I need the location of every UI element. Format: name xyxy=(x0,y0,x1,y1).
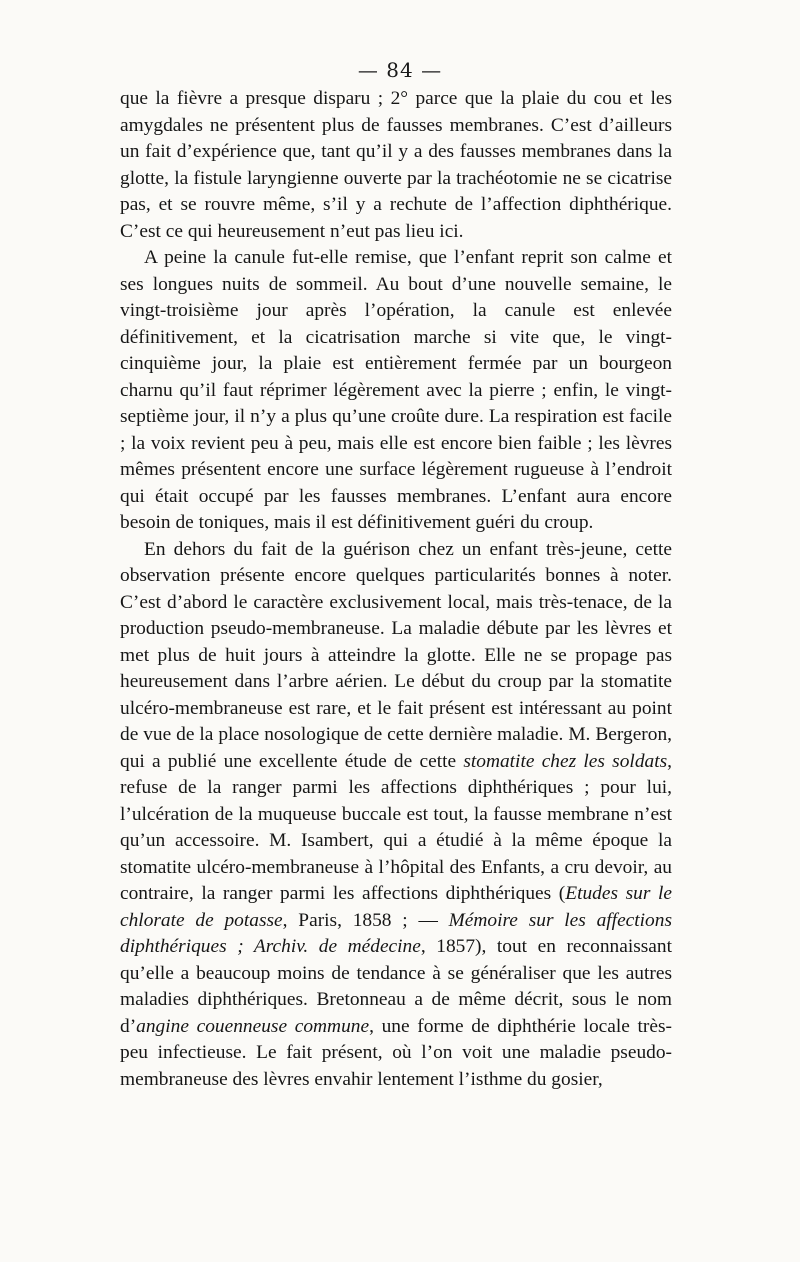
body-text xyxy=(120,86,672,1093)
italic-title-etudes: Etudes sur le chlorate de potasse xyxy=(120,883,672,931)
paragraph-text: En dehors du fait de la guérison chez un enfant très-jeune, cette observation présente encore quelques particularités bonnes à noter. C’est d’abord le caractère exclusivement local, mais très-tenace, de la production pseudo-membraneuse. La maladie débute par les lèvres et met plus de huit jours à atteindre la glotte. Elle ne se propage pas heureusement dans l’arbre aérien. Le début du croup par la stomatite ulcéro-membraneuse est rare, et le fait présent est intéressant au point de vue de la place nosologique de cette dernière maladie. M. Bergeron, qui a publié une excellente étude de cette xyxy=(120,538,672,772)
paragraph-text: , 1857), tout en reconnaissant qu’elle a beaucoup moins de tendance à se généraliser que les autres maladies diphthériques. Bretonneau a de même décrit, sous le nom d’ xyxy=(120,936,672,1037)
paragraph-text: , Paris, 1858 ; — xyxy=(282,909,449,931)
paragraph-1 xyxy=(120,86,672,245)
paragraph-text: , une forme de diphthérie locale très-peu infectieuse. Le fait présent, où l’on voit une maladie pseudo-membraneuse des lèvres envahir lentement l’isthme du gosier, xyxy=(120,1015,672,1090)
italic-term-angine: angine couenneuse commune xyxy=(136,1015,370,1037)
italic-title-memoire: Mémoire sur les affections diphthériques ; Archiv. de médecine xyxy=(120,909,672,957)
page-number: — 84 — xyxy=(357,58,443,82)
paragraph-3 xyxy=(120,537,672,1094)
paragraph-text: , refuse de la ranger parmi les affections diphthériques ; pour lui, l’ulcération de la muqueuse buccale est tout, la fausse membrane n’est qu’un accessoire. M. Isambert, qui a étudié à la même époque la stomatite ulcéro-membraneuse à l’hôpital des Enfants, a cru devoir, au contraire, la ranger parmi les affections diphthériques ( xyxy=(120,750,672,904)
italic-title-stomatite: stomatite chez les soldats xyxy=(463,750,668,772)
paragraph-text: que la fièvre a presque disparu ; 2° parce que la plaie du cou et les amygdales ne présentent plus de fausses membranes. C’est d’ailleurs un fait d’expérience que, tant qu’il y a des fausses membranes dans la glotte, la fistule laryngienne ouverte par la trachéotomie ne se cicatrise pas, et se rouvre même, s’il y a rechute de l’affection diphthérique. C’est ce qui heureusement n’eut pas lieu ici. xyxy=(120,88,672,242)
paragraph-2 xyxy=(120,245,672,537)
paragraph-text: A peine la canule fut-elle remise, que l’enfant reprit son calme et ses longues nuits de sommeil. Au bout d’une nouvelle semaine, le vingt-troisième jour après l’opération, la canule est enlevée définitivement, et la cicatrisation marche si vite que, le vingt-cinquième jour, la plaie est entièrement fermée par un bourgeon charnu qu’il faut réprimer légèrement avec la pierre ; enfin, le vingt-septième jour, il n’y a plus qu’une croûte dure. La respiration est facile ; la voix revient peu à peu, mais elle est encore bien faible ; les lèvres mêmes présentent encore une surface légèrement rugueuse à l’endroit qui était occupé par les fausses membranes. L’enfant aura encore besoin de toniques, mais il est définitivement guéri du croup. xyxy=(120,247,672,533)
